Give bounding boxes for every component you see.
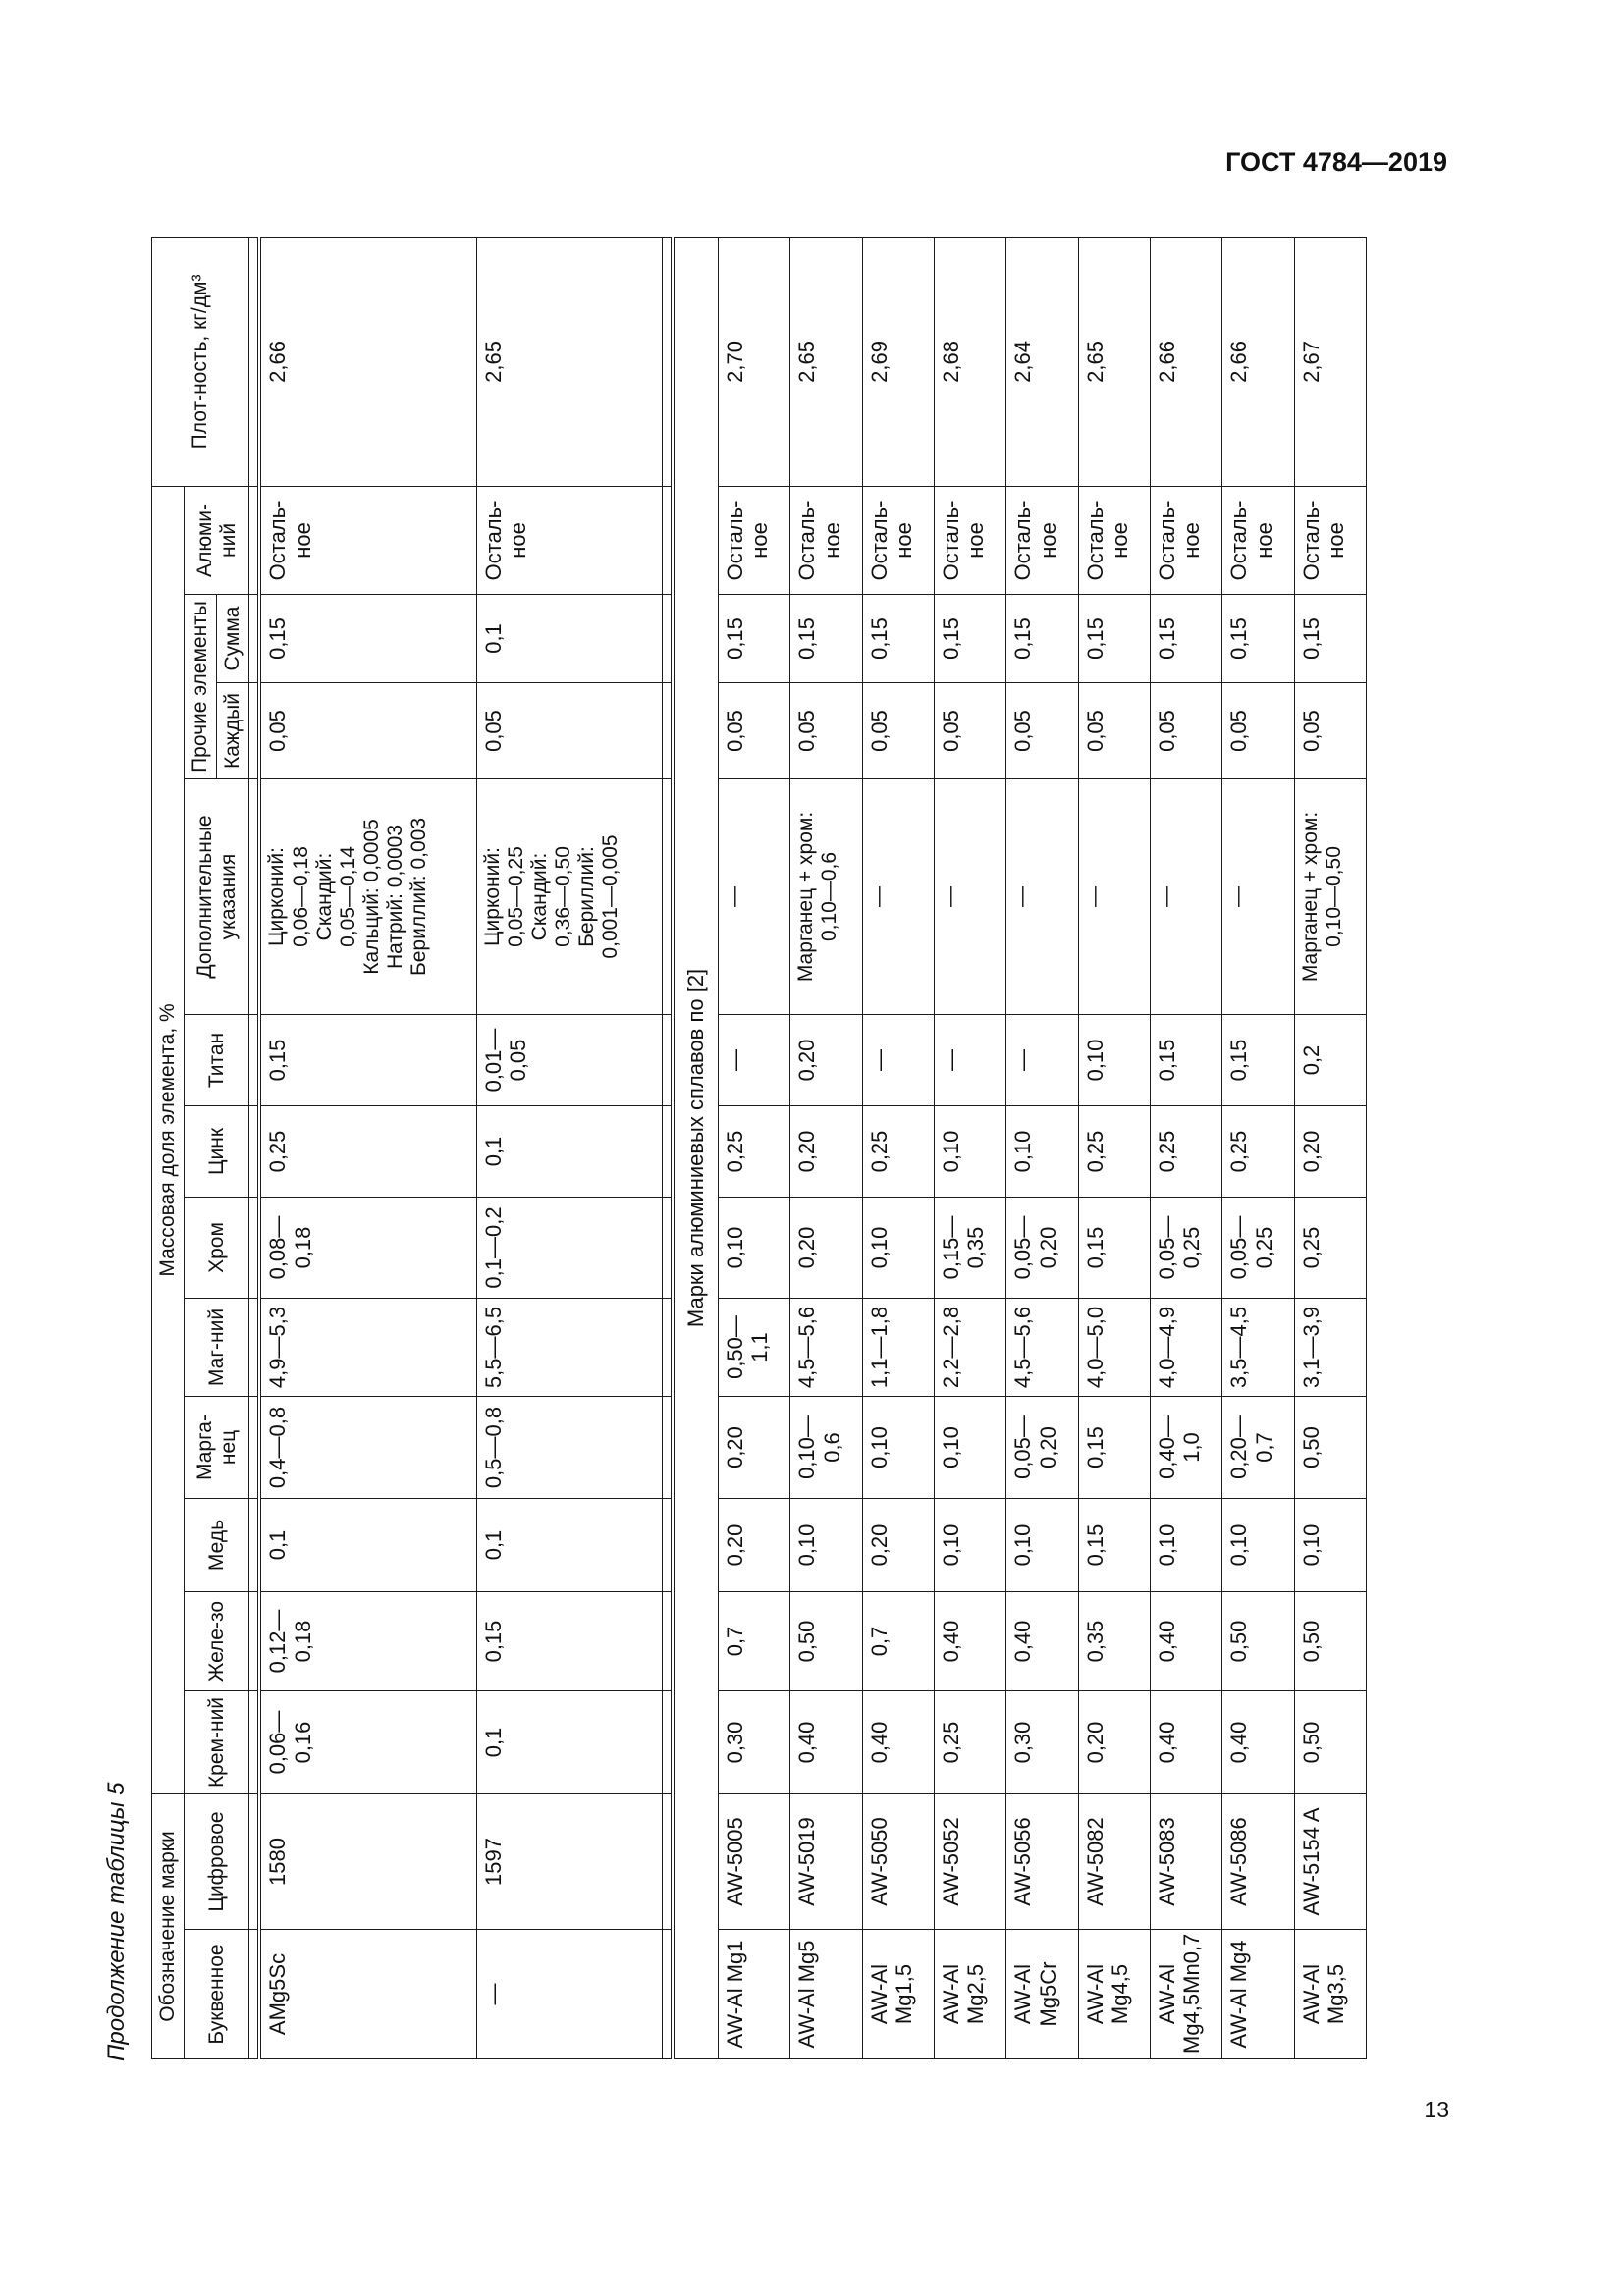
- manganese-cell: 0,05—0,20: [1006, 1397, 1078, 1499]
- titanium-cell: 0,20: [790, 1015, 862, 1106]
- note-line: —: [1154, 886, 1177, 907]
- digital-cell: AW-5082: [1078, 1794, 1150, 1930]
- other-sum-cell: 0,15: [1150, 595, 1221, 683]
- magnesium-cell: 3,5—4,5: [1222, 1299, 1294, 1397]
- iron-cell: 0,15: [476, 1592, 662, 1691]
- chromium-cell: 0,15—0,35: [935, 1198, 1006, 1299]
- each-header: Каждый: [217, 683, 249, 779]
- letter-cell: AW-Al Mg5: [790, 1930, 862, 2059]
- aluminium-cell: Осталь-ное: [862, 486, 934, 594]
- aluminium-cell: Осталь-ное: [1006, 486, 1078, 594]
- other-sum-cell: 0,15: [1078, 595, 1150, 683]
- section-title: Марки алюминиевых сплавов по [2]: [673, 237, 718, 2058]
- magnesium-cell: 2,2—2,8: [935, 1299, 1006, 1397]
- manganese-cell: 0,20: [719, 1397, 790, 1499]
- composition-table: [151, 237, 1367, 2059]
- aluminium-header: Алюми-ний: [185, 486, 249, 594]
- silicon-cell: 0,40: [1222, 1691, 1294, 1794]
- chromium-cell: 0,10: [862, 1198, 934, 1299]
- header-separator: [249, 237, 260, 2058]
- section-body: [663, 237, 719, 2058]
- note-line: Цирконий:: [265, 847, 289, 946]
- letter-cell: AMg5Sc: [259, 1930, 476, 2059]
- note-line: Натрий: 0,0003: [384, 824, 407, 970]
- note-line: 0,05—0,25: [504, 846, 527, 947]
- iron-cell: 0,40: [1150, 1592, 1221, 1691]
- table-row: [259, 237, 476, 2058]
- manganese-cell: 0,10: [862, 1397, 934, 1499]
- letter-cell: AW-Al Mg4,5Mn0,7: [1150, 1930, 1221, 2059]
- magnesium-cell: 4,0—5,0: [1078, 1299, 1150, 1397]
- table-row: [1222, 237, 1294, 2058]
- silicon-cell: 0,40: [790, 1691, 862, 1794]
- zinc-cell: 0,25: [1078, 1106, 1150, 1198]
- section-separator: [663, 237, 674, 2058]
- density-cell: 2,65: [476, 237, 662, 486]
- manganese-cell: 0,20—0,7: [1222, 1397, 1294, 1499]
- chromium-cell: 0,1—0,2: [476, 1198, 662, 1299]
- table-row: [1294, 237, 1366, 2058]
- note-line: Скандий:: [312, 852, 336, 941]
- aluminium-cell: Осталь-ное: [935, 486, 1006, 594]
- digital-header: Цифровое: [185, 1794, 249, 1930]
- letter-cell: AW-Al Mg2,5: [935, 1930, 1006, 2059]
- other-sum-cell: 0,1: [476, 595, 662, 683]
- zinc-cell: 0,20: [1294, 1106, 1366, 1198]
- zinc-cell: 0,10: [1006, 1106, 1078, 1198]
- other-sum-cell: 0,15: [259, 595, 476, 683]
- table-row: [1078, 237, 1150, 2058]
- titanium-cell: 0,01—0,05: [476, 1015, 662, 1106]
- header-row-2: [185, 237, 217, 2058]
- other-sum-cell: 0,15: [1006, 595, 1078, 683]
- table-row: [862, 237, 934, 2058]
- additional-notes-cell: [1150, 779, 1221, 1015]
- copper-cell: 0,1: [476, 1499, 662, 1592]
- other-each-cell: 0,05: [862, 683, 934, 779]
- note-line: —: [1010, 886, 1034, 907]
- additional-notes-cell: [719, 779, 790, 1015]
- sum-header: Сумма: [217, 595, 249, 683]
- section-row: [673, 237, 718, 2058]
- note-line: Бериллий:: [575, 846, 599, 947]
- letter-cell: AW-Al Mg4,5: [1078, 1930, 1150, 2059]
- iron-cell: 0,12—0,18: [259, 1592, 476, 1691]
- additional-notes-cell: [935, 779, 1006, 1015]
- digital-cell: AW-5083: [1150, 1794, 1221, 1930]
- silicon-cell: 0,40: [862, 1691, 934, 1794]
- note-line: —: [1082, 886, 1106, 907]
- magnesium-cell: 4,9—5,3: [259, 1299, 476, 1397]
- other-each-cell: 0,05: [1294, 683, 1366, 779]
- other-sum-cell: 0,15: [862, 595, 934, 683]
- rotated-table-container: [151, 238, 1367, 2059]
- silicon-cell: 0,30: [719, 1691, 790, 1794]
- note-line: Марганец + хром:: [1298, 811, 1322, 983]
- designation-header: Обозначение марки: [152, 1794, 185, 2059]
- iron-cell: 0,50: [1222, 1592, 1294, 1691]
- other-each-cell: 0,05: [259, 683, 476, 779]
- letter-cell: AW-Al Mg1,5: [862, 1930, 934, 2059]
- magnesium-cell: 1,1—1,8: [862, 1299, 934, 1397]
- iron-cell: 0,35: [1078, 1592, 1150, 1691]
- page-number: 13: [1424, 2097, 1449, 2122]
- aluminium-cell: Осталь-ное: [1078, 486, 1150, 594]
- zinc-cell: 0,20: [790, 1106, 862, 1198]
- note-line: —: [723, 886, 746, 907]
- note-line: —: [1226, 886, 1250, 907]
- note-line: —: [866, 886, 890, 907]
- additional-notes-cell: [1006, 779, 1078, 1015]
- silicon-cell: 0,50: [1294, 1691, 1366, 1794]
- additional-notes-cell: [476, 779, 662, 1015]
- chromium-cell: 0,20: [790, 1198, 862, 1299]
- digital-cell: AW-5086: [1222, 1794, 1294, 1930]
- additional-notes-cell: [1294, 779, 1366, 1015]
- other-each-cell: 0,05: [719, 683, 790, 779]
- note-line: Марганец + хром:: [794, 811, 818, 983]
- note-line: 0,10—0,6: [818, 851, 841, 942]
- magnesium-header: Маг-ний: [185, 1299, 249, 1397]
- note-line: —: [939, 886, 961, 907]
- aluminium-cell: Осталь-ное: [476, 486, 662, 594]
- chromium-header: Хром: [185, 1198, 249, 1299]
- note-line: Скандий:: [528, 852, 552, 941]
- chromium-cell: 0,05—0,25: [1222, 1198, 1294, 1299]
- magnesium-cell: 4,0—4,9: [1150, 1299, 1221, 1397]
- manganese-header: Марга-нец: [185, 1397, 249, 1499]
- other-each-cell: 0,05: [935, 683, 1006, 779]
- table-row: [935, 237, 1006, 2058]
- table-row: [1006, 237, 1078, 2058]
- density-header: Плот-ность, кг/дм³: [152, 237, 249, 486]
- letter-header: Буквенное: [185, 1930, 249, 2059]
- other-each-cell: 0,05: [790, 683, 862, 779]
- density-cell: 2,66: [1222, 237, 1294, 486]
- digital-cell: 1580: [259, 1794, 476, 1930]
- manganese-cell: 0,40—1,0: [1150, 1397, 1221, 1499]
- manganese-cell: 0,5—0,8: [476, 1397, 662, 1499]
- manganese-cell: 0,15: [1078, 1397, 1150, 1499]
- silicon-cell: 0,06—0,16: [259, 1691, 476, 1794]
- density-cell: 2,69: [862, 237, 934, 486]
- manganese-cell: 0,4—0,8: [259, 1397, 476, 1499]
- letter-cell: AW-Al Mg3,5: [1294, 1930, 1366, 2059]
- copper-header: Медь: [185, 1499, 249, 1592]
- table-row: [476, 237, 662, 2058]
- digital-cell: AW-5052: [935, 1794, 1006, 1930]
- digital-cell: AW-5005: [719, 1794, 790, 1930]
- density-cell: 2,66: [1150, 237, 1221, 486]
- aluminium-cell: Осталь-ное: [1222, 486, 1294, 594]
- density-cell: 2,70: [719, 237, 790, 486]
- aluminium-cell: Осталь-ное: [719, 486, 790, 594]
- note-line: Кальций: 0,0005: [359, 819, 383, 975]
- zinc-cell: 0,25: [259, 1106, 476, 1198]
- zinc-cell: 0,25: [719, 1106, 790, 1198]
- magnesium-cell: 0,50—1,1: [719, 1299, 790, 1397]
- chromium-cell: 0,05—0,25: [1150, 1198, 1221, 1299]
- silicon-cell: 0,25: [935, 1691, 1006, 1794]
- copper-cell: 0,10: [1294, 1499, 1366, 1592]
- table-body-top: [259, 237, 662, 2058]
- silicon-cell: 0,20: [1078, 1691, 1150, 1794]
- copper-cell: 0,10: [1222, 1499, 1294, 1592]
- titanium-cell: —: [719, 1015, 790, 1106]
- other-sum-cell: 0,15: [1222, 595, 1294, 683]
- silicon-cell: 0,1: [476, 1691, 662, 1794]
- titanium-cell: 0,15: [259, 1015, 476, 1106]
- document-header: ГОСТ 4784—2019: [1225, 147, 1447, 177]
- manganese-cell: 0,10—0,6: [790, 1397, 862, 1499]
- digital-cell: AW-5050: [862, 1794, 934, 1930]
- chromium-cell: 0,10: [719, 1198, 790, 1299]
- digital-cell: AW-5154 A: [1294, 1794, 1366, 1930]
- density-cell: 2,67: [1294, 237, 1366, 486]
- titanium-cell: 0,2: [1294, 1015, 1366, 1106]
- zinc-cell: 0,25: [862, 1106, 934, 1198]
- note-line: 0,10—0,50: [1322, 846, 1345, 947]
- other-each-cell: 0,05: [1150, 683, 1221, 779]
- chromium-cell: 0,05—0,20: [1006, 1198, 1078, 1299]
- letter-cell: —: [476, 1930, 662, 2059]
- magnesium-cell: 4,5—5,6: [1006, 1299, 1078, 1397]
- copper-cell: 0,10: [935, 1499, 1006, 1592]
- titanium-cell: —: [1006, 1015, 1078, 1106]
- letter-cell: AW-Al Mg5Cr: [1006, 1930, 1078, 2059]
- chromium-cell: 0,08—0,18: [259, 1198, 476, 1299]
- digital-cell: AW-5056: [1006, 1794, 1078, 1930]
- copper-cell: 0,1: [259, 1499, 476, 1592]
- copper-cell: 0,10: [790, 1499, 862, 1592]
- mass-fraction-header: Массовая доля элемента, %: [152, 486, 185, 1793]
- density-cell: 2,64: [1006, 237, 1078, 486]
- other-elements-header: Прочие элементы: [185, 595, 217, 779]
- additional-notes-cell: [259, 779, 476, 1015]
- iron-cell: 0,50: [790, 1592, 862, 1691]
- silicon-cell: 0,30: [1006, 1691, 1078, 1794]
- additional-header: Дополнительные указания: [185, 779, 249, 1015]
- manganese-cell: 0,10: [935, 1397, 1006, 1499]
- chromium-cell: 0,25: [1294, 1198, 1366, 1299]
- copper-cell: 0,20: [719, 1499, 790, 1592]
- other-each-cell: 0,05: [1078, 683, 1150, 779]
- other-sum-cell: 0,15: [719, 595, 790, 683]
- digital-cell: AW-5019: [790, 1794, 862, 1930]
- other-each-cell: 0,05: [476, 683, 662, 779]
- density-cell: 2,68: [935, 237, 1006, 486]
- iron-cell: 0,40: [935, 1592, 1006, 1691]
- zinc-cell: 0,10: [935, 1106, 1006, 1198]
- zinc-cell: 0,25: [1150, 1106, 1221, 1198]
- header-row-1: [152, 237, 185, 2058]
- additional-notes-cell: [1222, 779, 1294, 1015]
- manganese-cell: 0,50: [1294, 1397, 1366, 1499]
- letter-cell: AW-Al Mg4: [1222, 1930, 1294, 2059]
- aluminium-cell: Осталь-ное: [790, 486, 862, 594]
- titanium-cell: —: [862, 1015, 934, 1106]
- table-caption: Продолжение таблицы 5: [103, 1782, 130, 2061]
- aluminium-cell: Осталь-ное: [1150, 486, 1221, 594]
- other-sum-cell: 0,15: [935, 595, 1006, 683]
- digital-cell: 1597: [476, 1794, 662, 1930]
- note-line: 0,36—0,50: [552, 846, 575, 947]
- aluminium-cell: Осталь-ное: [1294, 486, 1366, 594]
- note-line: 0,06—0,18: [289, 846, 312, 947]
- silicon-header: Крем-ний: [185, 1691, 249, 1794]
- density-cell: 2,66: [259, 237, 476, 486]
- titanium-cell: 0,15: [1222, 1015, 1294, 1106]
- other-each-cell: 0,05: [1006, 683, 1078, 779]
- table-row: [1150, 237, 1221, 2058]
- magnesium-cell: 5,5—6,5: [476, 1299, 662, 1397]
- table-row: [790, 237, 862, 2058]
- other-sum-cell: 0,15: [1294, 595, 1366, 683]
- zinc-header: Цинк: [185, 1106, 249, 1198]
- iron-header: Желе-зо: [185, 1592, 249, 1691]
- silicon-cell: 0,40: [1150, 1691, 1221, 1794]
- copper-cell: 0,20: [862, 1499, 934, 1592]
- chromium-cell: 0,15: [1078, 1198, 1150, 1299]
- additional-notes-cell: [1078, 779, 1150, 1015]
- zinc-cell: 0,1: [476, 1106, 662, 1198]
- note-line: Цирконий:: [480, 847, 504, 946]
- density-cell: 2,65: [790, 237, 862, 486]
- iron-cell: 0,7: [719, 1592, 790, 1691]
- magnesium-cell: 3,1—3,9: [1294, 1299, 1366, 1397]
- aluminium-cell: Осталь-ное: [259, 486, 476, 594]
- letter-cell: AW-Al Mg1: [719, 1930, 790, 2059]
- titanium-cell: 0,10: [1078, 1015, 1150, 1106]
- titanium-header: Титан: [185, 1015, 249, 1106]
- zinc-cell: 0,25: [1222, 1106, 1294, 1198]
- note-line: Бериллий: 0,003: [407, 817, 431, 977]
- table-row: [719, 237, 790, 2058]
- other-each-cell: 0,05: [1222, 683, 1294, 779]
- magnesium-cell: 4,5—5,6: [790, 1299, 862, 1397]
- table-body-bottom: [719, 237, 1367, 2058]
- copper-cell: 0,15: [1078, 1499, 1150, 1592]
- note-line: 0,001—0,005: [599, 834, 623, 959]
- additional-notes-cell: [862, 779, 934, 1015]
- iron-cell: 0,50: [1294, 1592, 1366, 1691]
- iron-cell: 0,40: [1006, 1592, 1078, 1691]
- density-cell: 2,65: [1078, 237, 1150, 486]
- other-sum-cell: 0,15: [790, 595, 862, 683]
- titanium-cell: —: [935, 1015, 1006, 1106]
- copper-cell: 0,10: [1150, 1499, 1221, 1592]
- titanium-cell: 0,15: [1150, 1015, 1221, 1106]
- note-line: 0,05—0,14: [336, 846, 359, 947]
- additional-notes-cell: [790, 779, 862, 1015]
- copper-cell: 0,10: [1006, 1499, 1078, 1592]
- iron-cell: 0,7: [862, 1592, 934, 1691]
